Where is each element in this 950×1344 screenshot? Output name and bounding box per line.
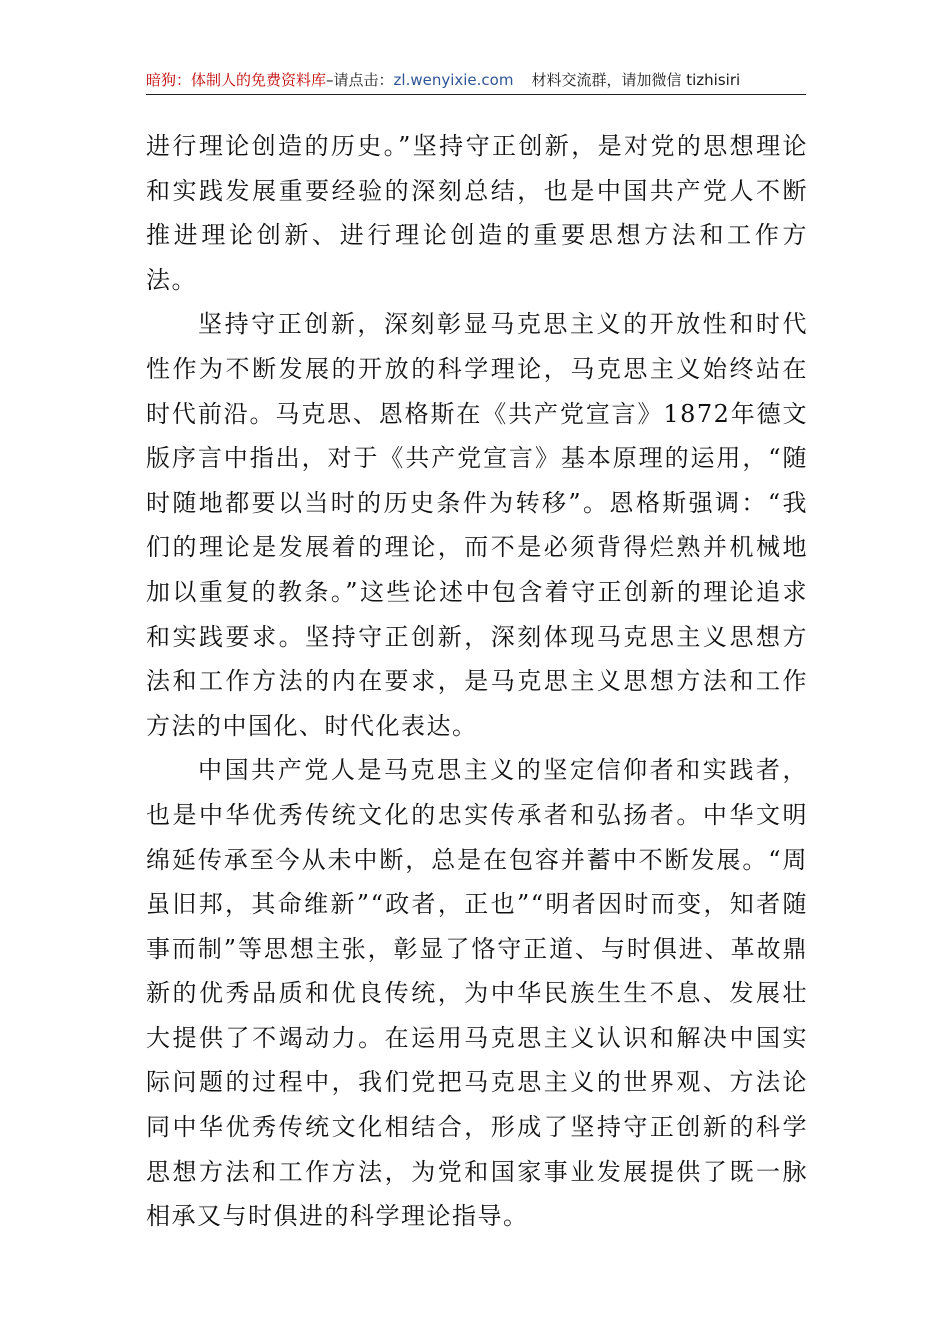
header-link[interactable]: zl.wenyixie.com [393,71,514,89]
paragraph-3: 中国共产党人是马克思主义的坚定信仰者和实践者，也是中华优秀传统文化的忠实传承者和弘扬者。中华文明绵延传承至今从未中断，总是在包容并蓄中不断发展。“周虽旧邦，其命维新”“政者，正也”“明者因时而变，知者随事而制”等思想主张，彰显了恪守正道、与时俱进、革故鼎新的优秀品质和优良传统，为中华民族生生不息、发展壮大提供了不竭动力。在运用马克思主义认识和解决中国实际问题的过程中，我们党把马克思主义的世界观、方法论同中华优秀传统文化相结合，形成了坚持守正创新的科学思想方法和工作方法，为党和国家事业发展提供了既一脉相承又与时俱进的科学理论指导。 [146,756,808,1231]
document-body [146,124,808,1239]
paragraph-2: 坚持守正创新，深刻彰显马克思主义的开放性和时代性作为不断发展的开放的科学理论，马克思主义始终站在时代前沿。马克思、恩格斯在《共产党宣言》1872年德文版序言中指出，对于《共产党宣言》基本原理的运用，“随时随地都要以当时的历史条件为转移”。恩格斯强调：“我们的理论是发展着的理论，而不是必须背得烂熟并机械地加以重复的教条。”这些论述中包含着守正创新的理论追求和实践要求。坚持守正创新，深刻体现马克思主义思想方法和工作方法的内在要求，是马克思主义思想方法和工作方法的中国化、时代化表达。 [146,310,808,740]
page-header [146,66,806,95]
header-prompt: –请点击： [326,71,394,89]
paragraph-1: 进行理论创造的历史。”坚持守正创新，是对党的思想理论和实践发展重要经验的深刻总结，也是中国共产党人不断推进理论创新、进行理论创造的重要思想方法和工作方法。 [146,132,808,294]
header-brand: 暗狗：体制人的免费资料库 [146,71,327,89]
header-wechat-note: 材料交流群，请加微信 tizhisiri [531,71,741,89]
